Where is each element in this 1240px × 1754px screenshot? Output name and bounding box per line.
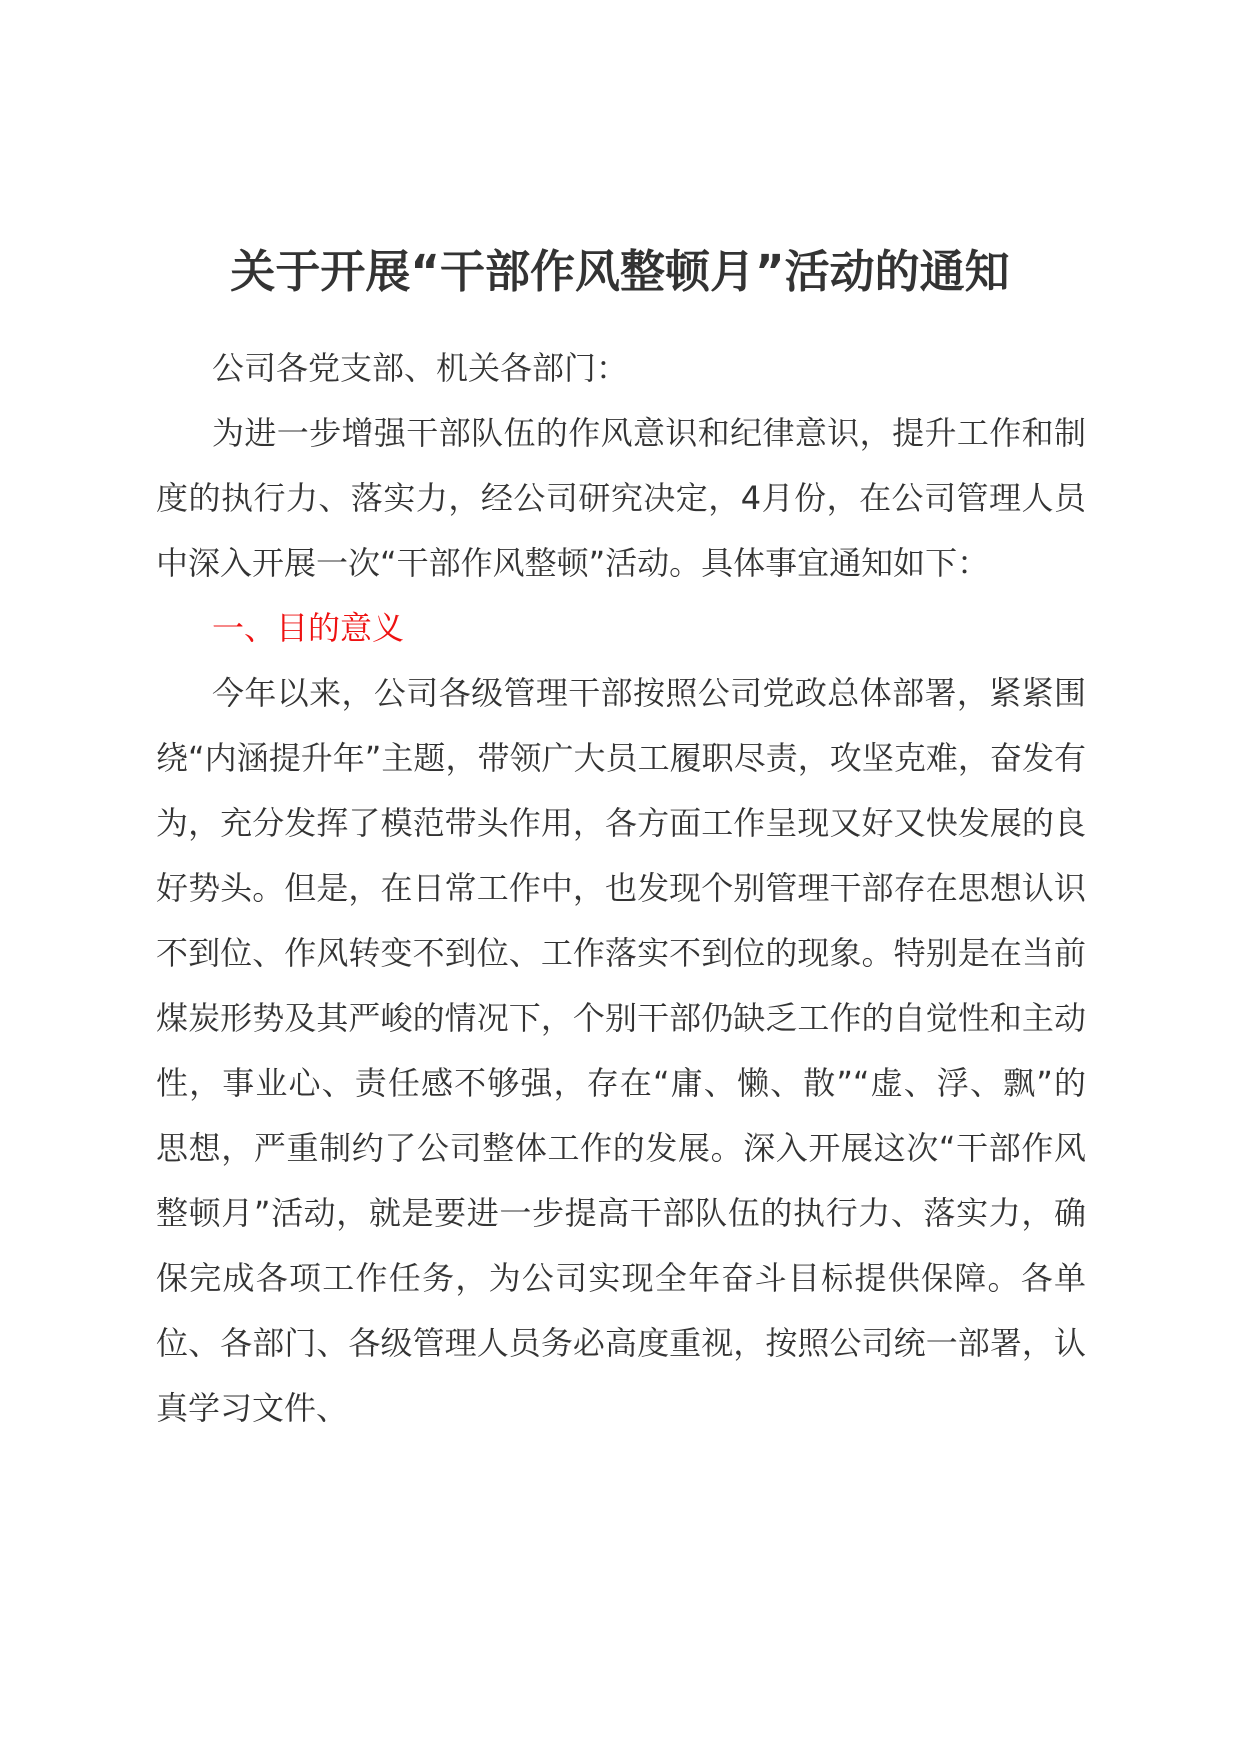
- document-title: 关于开展“干部作风整顿月”活动的通知: [230, 245, 1010, 298]
- salutation: 公司各党支部、机关各部门：: [212, 349, 629, 387]
- document-body: [156, 336, 1086, 1441]
- intro-paragraph: 为进一步增强干部队伍的作风意识和纪律意识，提升工作和制度的执行力、落实力，经公司研究决定，4月份，在公司管理人员中深入开展一次“干部作风整顿”活动。具体事宜通知如下：: [156, 414, 1086, 582]
- section-body-purpose: 今年以来，公司各级管理干部按照公司党政总体部署，紧紧围绕“内涵提升年”主题，带领广大员工履职尽责，攻坚克难，奋发有为，充分发挥了模范带头作用，各方面工作呈现又好又快发展的良好势头。但是，在日常工作中，也发现个别管理干部存在思想认识不到位、作风转变不到位、工作落实不到位的现象。特别是在当前煤炭形势及其严峻的情况下，个别干部仍缺乏工作的自觉性和主动性，事业心、责任感不够强，存在“庸、懒、散”“虚、浮、飘”的思想，严重制约了公司整体工作的发展。深入开展这次“干部作风整顿月”活动，就是要进一步提高干部队伍的执行力、落实力，确保完成各项工作任务，为公司实现全年奋斗目标提供保障。各单位、各部门、各级管理人员务必高度重视，按照公司统一部署，认真学习文件、: [156, 674, 1086, 1427]
- section-heading-purpose: 一、目的意义: [212, 609, 405, 647]
